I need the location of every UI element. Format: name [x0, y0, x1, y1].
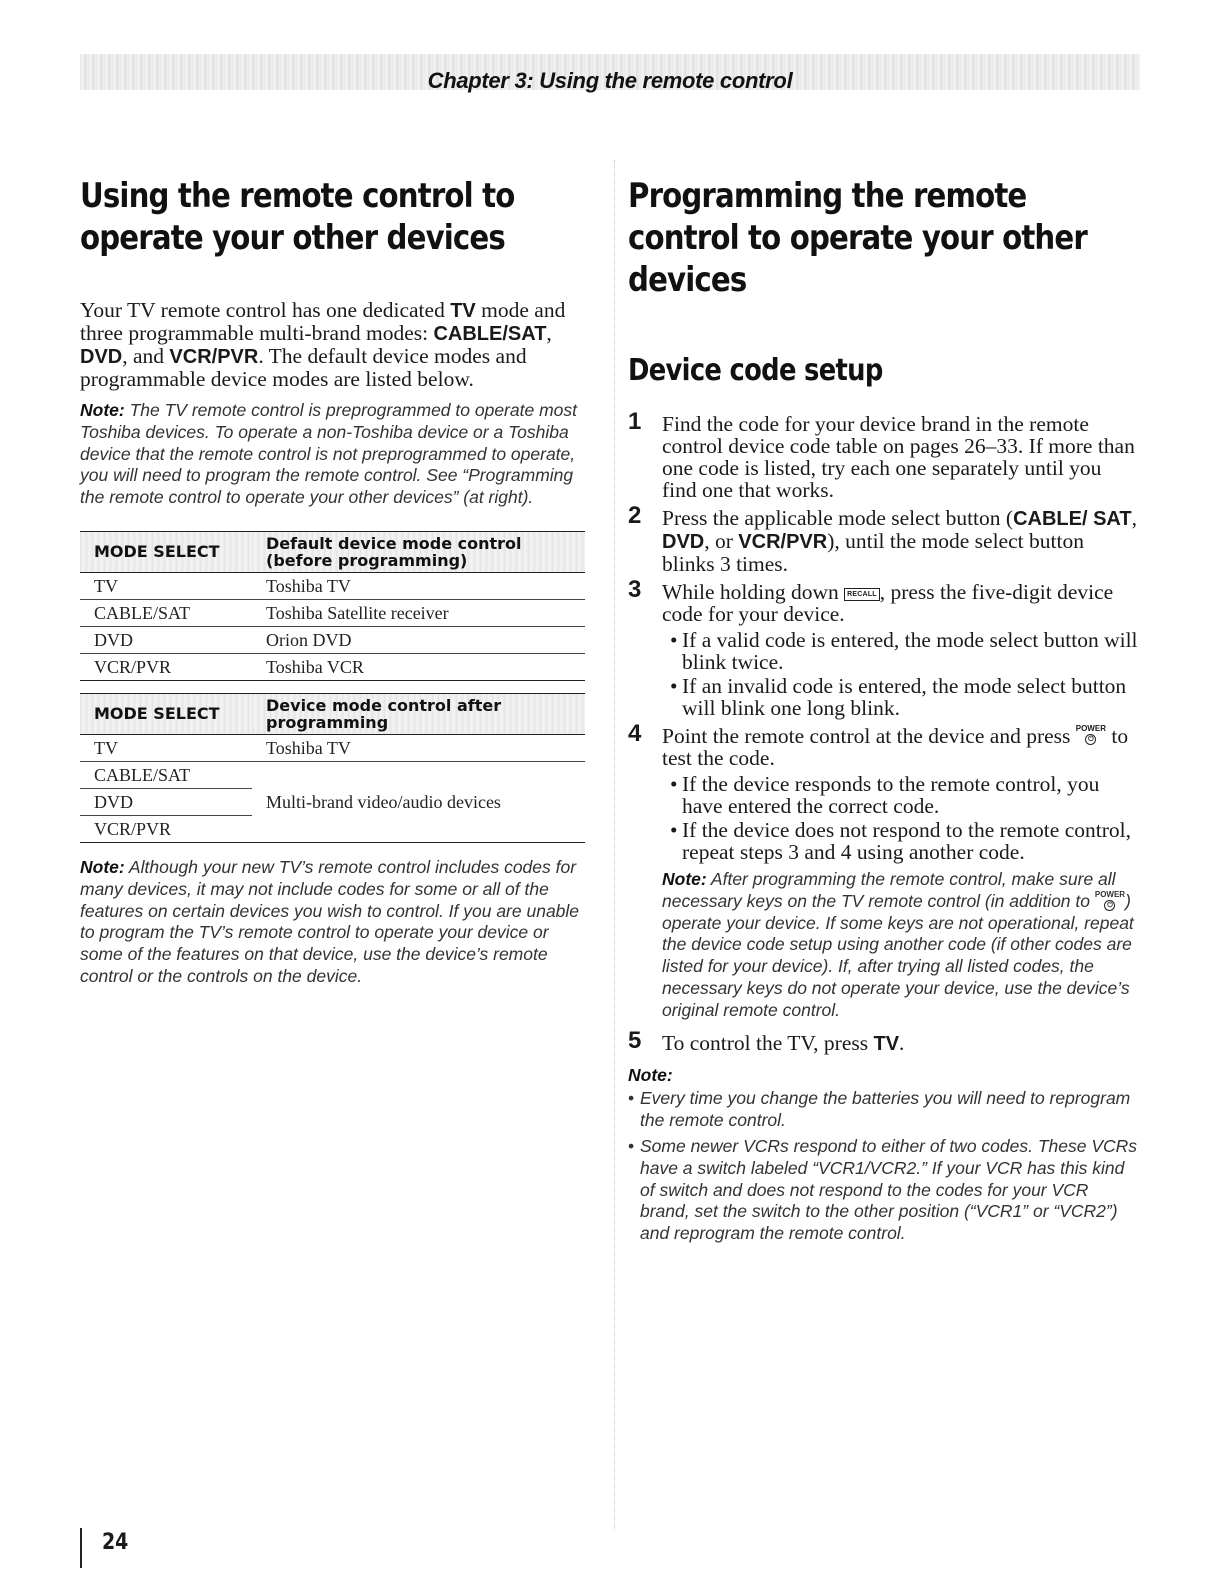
- default-modes-table: [80, 531, 585, 681]
- power-circle-icon: ⏻: [1104, 900, 1115, 911]
- table-header-after-programming: Device mode control after programming: [252, 693, 585, 734]
- note-limitations: [80, 857, 585, 988]
- tv-mode-label: TV: [450, 300, 476, 322]
- table-cell: Toshiba VCR: [252, 653, 585, 680]
- list-item: • If a valid code is entered, the mode select button will blink twice.: [670, 629, 1138, 673]
- table-row: [80, 572, 585, 599]
- step-text: Find the code for your device brand in the remote control device code table on pages 26–33. If more than one code is listed, try each one separately until you find one that works.: [662, 412, 1135, 502]
- step-number: 4: [628, 720, 642, 747]
- table-cell: Toshiba TV: [252, 734, 585, 761]
- note-preprogrammed: [80, 400, 585, 509]
- table-cell: VCR/PVR: [80, 653, 252, 680]
- note-text: Although your new TV’s remote control includes codes for many devices, it may not include codes for some or all of the features on certain devices you wish to control. If you are unable to program the TV’s remote control to operate your device or some of the features on that device, use the device’s remote control or the controls on the device.: [80, 856, 580, 986]
- table-row: [80, 761, 585, 788]
- table-header-mode-select: MODE SELECT: [80, 693, 252, 734]
- table-cell: TV: [80, 734, 252, 761]
- intro-paragraph: [80, 299, 585, 390]
- power-key-icon: [1095, 891, 1125, 911]
- table-row: [80, 599, 585, 626]
- table-cell: Toshiba Satellite receiver: [252, 599, 585, 626]
- note-text: The TV remote control is preprogrammed to operate most Toshiba devices. To operate a non-Toshiba device or a Toshiba device that the remote control is not preprogrammed to operate, you will need to program the remote control. See “Programming the remote control to operate your other devices” (at right).: [80, 400, 577, 508]
- right-section-title: Programming the remote control to operate your other devices: [628, 176, 1087, 300]
- chapter-title: Chapter 3: Using the remote control: [427, 68, 793, 93]
- table-cell: CABLE/SAT: [80, 761, 252, 788]
- note-after-programming: [662, 869, 1138, 1022]
- note-text: After programming the remote control, make sure all necessary keys on the TV remote control (in addition to: [662, 869, 1116, 911]
- table-cell: VCR/PVR: [80, 815, 252, 842]
- table-cell: Orion DVD: [252, 626, 585, 653]
- table-cell: DVD: [80, 626, 252, 653]
- cable-sat-button-label: CABLE/ SAT: [1013, 508, 1132, 530]
- list-item: • If an invalid code is entered, the mode select button will blink one long blink.: [670, 675, 1138, 719]
- programmed-modes-table: [80, 693, 585, 843]
- step-4: [628, 720, 1138, 864]
- intro-text-1: Your TV remote control has one dedicated: [80, 298, 451, 322]
- power-circle-icon: ⏻: [1085, 734, 1096, 745]
- page-number-rule: [80, 1528, 82, 1568]
- setup-steps-continued: [628, 1026, 1138, 1055]
- power-key-label: POWER: [1094, 889, 1126, 899]
- list-item: • If the device does not respond to the remote control, repeat steps 3 and 4 using another code.: [670, 819, 1138, 863]
- table-cell: DVD: [80, 788, 252, 815]
- device-code-setup-heading: Device code setup: [628, 353, 883, 388]
- table-row: [80, 734, 585, 761]
- right-column: [628, 175, 1138, 1249]
- step-text: to test the code.: [662, 724, 1129, 770]
- note-label: Note:: [80, 400, 125, 420]
- power-key-label: POWER: [1075, 724, 1106, 733]
- step-3-bullets: [670, 629, 1138, 719]
- setup-steps: [628, 408, 1138, 864]
- note-label: Note:: [662, 869, 707, 889]
- step-text: Press the applicable mode select button (: [662, 506, 1014, 530]
- step-3: [628, 576, 1138, 720]
- step-4-bullets: [670, 773, 1138, 863]
- step-number: 5: [628, 1026, 642, 1054]
- step-number: 2: [628, 502, 642, 529]
- step-number: 3: [628, 576, 642, 603]
- table-cell: TV: [80, 572, 252, 599]
- note-label: Note:: [628, 1064, 673, 1085]
- table-cell: Toshiba TV: [252, 572, 585, 599]
- final-note: [628, 1065, 1138, 1245]
- intro-text-2: mode and three programmable multi-brand modes:: [80, 298, 566, 345]
- cable-sat-mode-label: CABLE/SAT: [433, 323, 547, 345]
- list-item: • Every time you change the batteries you will need to reprogram the remote control.: [628, 1088, 1138, 1132]
- table-header-default-control: Default device mode control (before programming): [252, 531, 585, 572]
- step-text: To control the TV, press: [662, 1030, 874, 1055]
- vcr-pvr-button-label: VCR/PVR: [738, 531, 828, 553]
- step-text: , press the five-digit device code for your device.: [662, 580, 1114, 626]
- page-number: 24: [102, 1530, 129, 1555]
- left-column: [80, 175, 585, 988]
- table-row: [80, 626, 585, 653]
- step-number: 1: [628, 408, 642, 435]
- step-5: [628, 1026, 1138, 1055]
- step-text: While holding down: [662, 580, 845, 604]
- note-text: ) operate your device. If some keys are not operational, repeat the device code setup using another code (if other codes are listed for your device). If, after trying all listed codes, the necessary keys do not operate your device, use the device’s original remote control.: [662, 890, 1134, 1020]
- step-2: [628, 502, 1138, 576]
- column-divider: [614, 160, 615, 1530]
- step-text: ), until the mode select button blinks 3 times.: [662, 529, 1084, 576]
- step-text: Point the remote control at the device and press: [662, 724, 1076, 748]
- dvd-mode-label: DVD: [80, 346, 123, 368]
- power-key-icon: [1076, 725, 1106, 745]
- table-row: [80, 653, 585, 680]
- tv-button-label: TV: [873, 1032, 900, 1055]
- step-1: [628, 408, 1138, 502]
- step-text: .: [899, 1030, 905, 1055]
- table-cell: CABLE/SAT: [80, 599, 252, 626]
- vcr-pvr-mode-label: VCR/PVR: [169, 346, 259, 368]
- step-text: , or: [704, 529, 739, 553]
- final-note-list: [628, 1088, 1138, 1245]
- list-item: • If the device responds to the remote control, you have entered the correct code.: [670, 773, 1138, 817]
- table-header-mode-select: MODE SELECT: [80, 531, 252, 572]
- table-cell-merged: Multi-brand video/audio devices: [252, 761, 585, 842]
- intro-comma: ,: [546, 321, 552, 345]
- note-label: Note:: [80, 856, 125, 877]
- step-text: ,: [1131, 506, 1137, 530]
- intro-and: , and: [122, 344, 170, 368]
- intro-text-3: . The default device modes and programmable device modes are listed below.: [80, 344, 527, 391]
- left-section-title: Using the remote control to operate your other devices: [80, 176, 515, 258]
- dvd-button-label: DVD: [662, 531, 705, 553]
- list-item: • Some newer VCRs respond to either of two codes. These VCRs have a switch labeled “VCR1/VCR2.” If your VCR has this kind of switch and does not respond to the codes for your VCR brand, set the switch to the other position (“VCR1” or “VCR2”) and reprogram the remote control.: [628, 1136, 1138, 1245]
- recall-key-icon: RECALL: [844, 588, 880, 601]
